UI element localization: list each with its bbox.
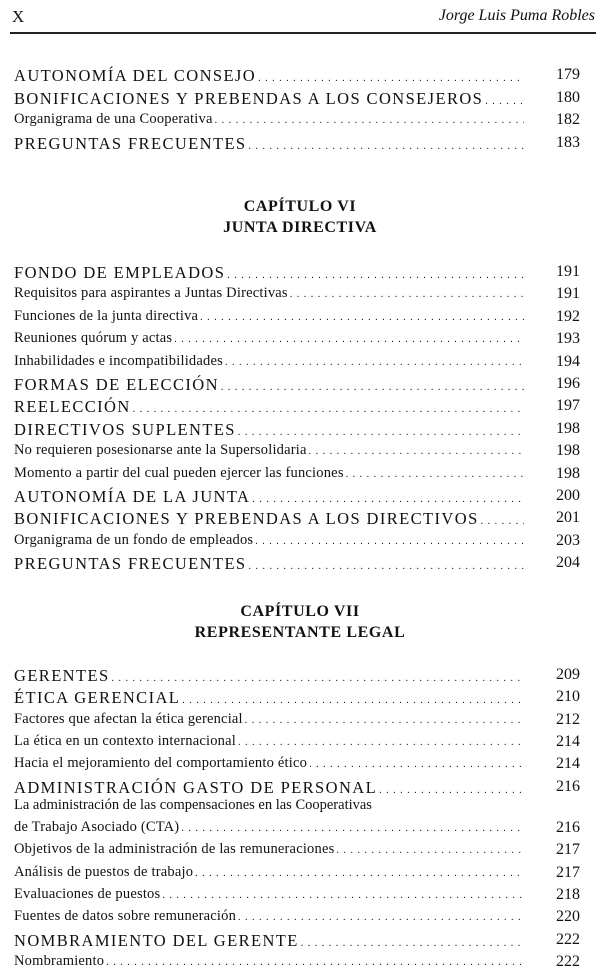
toc-entry-page-number: 196 [556,375,580,392]
toc-entry-title: REELECCIÓN [14,397,131,417]
toc-entry-title: Reuniones quórum y actas [14,330,173,347]
toc-entry[interactable] [14,711,580,731]
toc-entry-title: BONIFICACIONES Y PREBENDAS A LOS DIRECTIVOS [14,509,479,529]
toc-entry-page-number: 222 [556,952,580,970]
toc-entry-title: Evaluaciones de puestos [14,885,161,902]
toc-entry-title: de Trabajo Asociado (CTA) [14,819,180,835]
toc-entry-title: BONIFICACIONES Y PREBENDAS A LOS CONSEJEROS [14,88,484,108]
toc-entry-title: Organigrama de una Cooperativa [14,111,213,127]
toc-entry[interactable] [14,420,580,440]
dot-leader [174,334,524,345]
toc-entry-page-number: 217 [556,841,580,859]
toc-entry-title: PREGUNTAS FRECUENTES [14,133,247,153]
dot-leader [481,516,524,527]
toc-entry-title: No requieren posesionarse ante la Supersolidaria [14,442,307,459]
toc-entry-page-number: 222 [556,930,580,948]
dot-leader [249,561,525,572]
toc-entry-page-number: 198 [556,464,580,482]
dot-leader [290,289,524,300]
dot-leader [346,469,524,480]
dot-leader [133,404,524,415]
toc-entry[interactable] [14,353,580,373]
dot-leader [485,96,524,107]
toc-entry-page-number: 209 [556,666,580,683]
toc-entry[interactable] [14,375,580,395]
running-head-author: Jorge Luis Puma Robles [438,7,595,24]
chapter-label: CAPÍTULO VII [240,603,360,620]
toc-entry-page-number: 218 [556,885,580,903]
toc-entry-title: Momento a partir del cual pueden ejercer las funciones [14,464,344,481]
toc-entry[interactable] [14,134,580,154]
toc-entry-page-number: 191 [556,285,580,303]
toc-entry-page-number: 203 [556,531,580,549]
toc-entry-page-number: 183 [556,133,580,151]
toc-entry-wrapped-line: La administración de las compensaciones en las Cooperativas [14,797,372,813]
toc-entry[interactable] [14,66,580,86]
dot-leader [238,427,524,438]
toc-entry-title: PREGUNTAS FRECUENTES [14,554,247,574]
toc-entry[interactable] [14,688,580,708]
toc-entry[interactable] [14,111,580,131]
toc-entry-page-number: 210 [556,688,580,706]
toc-entry[interactable] [14,755,580,775]
dot-leader [195,868,524,879]
toc-entry-title: AUTONOMÍA DEL CONSEJO [14,66,257,85]
toc-entry-page-number: 216 [556,777,580,795]
toc-entry-page-number: 192 [556,307,580,325]
dot-leader [379,785,524,796]
toc-entry[interactable] [14,841,580,861]
toc-entry[interactable] [14,666,580,686]
dot-leader [221,382,524,393]
toc-entry[interactable] [14,953,580,973]
toc-entry-page-number: 220 [556,908,580,926]
page-header [0,0,600,32]
chapter-title: JUNTA DIRECTIVA [223,219,377,236]
toc-entry-page-number: 193 [556,330,580,348]
toc-entry[interactable] [14,465,580,485]
toc-entry-page-number: 204 [556,554,580,572]
toc-entry-page-number: 198 [556,419,580,437]
toc-entry[interactable] [14,733,580,753]
toc-entry[interactable] [14,819,580,839]
toc-entry-title: Funciones de la junta directiva [14,307,199,324]
header-rule [10,32,596,34]
toc-entry-title: AUTONOMÍA DE LA JUNTA [14,487,251,506]
toc-entry-page-number: 214 [556,732,580,750]
toc-entry[interactable] [14,532,580,552]
chapter-title: REPRESENTANTE LEGAL [194,624,406,641]
toc-entry-title: Análisis de puestos de trabajo [14,863,194,880]
toc-entry-page-number: 194 [556,352,580,370]
toc-entry[interactable] [14,89,580,109]
toc-entry-title: GERENTES [14,666,110,685]
toc-entry-title: Nombramiento [14,952,105,969]
toc-entry-title: NOMBRAMIENTO DEL GERENTE [14,930,299,950]
dot-leader [245,715,524,726]
dot-leader [255,536,524,547]
toc-entry-title: Organigrama de un fondo de empleados [14,531,254,548]
toc-entry-title: FONDO DE EMPLEADOS [14,263,226,282]
dot-leader [112,673,524,684]
toc-entry[interactable] [14,442,580,462]
dot-leader [252,494,524,505]
toc-entry-page-number: 182 [556,111,580,128]
toc-entry[interactable] [14,908,580,928]
chapter-label: CAPÍTULO VI [243,198,357,215]
toc-entry-page-number: 217 [556,863,580,881]
toc-entry-title: Fuentes de datos sobre remuneración [14,908,237,925]
toc-entry-page-number: 200 [556,487,580,504]
toc-entry[interactable] [14,554,580,574]
toc-entry[interactable] [14,509,580,529]
toc-entry-title: La ética en un contexto internacional [14,732,236,749]
dot-leader [227,270,524,281]
dot-leader [336,845,524,856]
toc-entry[interactable] [14,285,580,305]
toc-entry[interactable] [14,886,580,906]
dot-leader [249,141,525,152]
dot-leader [309,759,524,770]
toc-entry[interactable] [14,397,580,417]
dot-leader [181,823,524,834]
dot-leader [238,912,524,923]
toc-entry-page-number: 198 [556,442,580,460]
toc-entry[interactable] [14,864,580,884]
dot-leader [200,312,524,323]
toc-entry-page-number: 212 [556,710,580,728]
dot-leader [182,695,524,706]
toc-entry-title: Objetivos de la administración de las remuneraciones [14,841,335,858]
dot-leader [162,890,524,901]
toc-entry-page-number: 191 [556,263,580,280]
toc-entry-title: Requisitos para aspirantes a Juntas Directivas [14,285,288,302]
dot-leader [258,73,524,84]
toc-entry-page-number: 179 [556,66,580,83]
toc-entry-page-number: 201 [556,509,580,527]
dot-leader [225,357,524,368]
toc-entry[interactable] [14,778,580,798]
toc-entry-title: ADMINISTRACIÓN GASTO DE PERSONAL [14,777,378,797]
toc-entry[interactable] [14,308,580,328]
toc-entry[interactable] [14,931,580,951]
toc-entry-title: Factores que afectan la ética gerencial [14,710,243,727]
dot-leader [301,938,524,949]
toc-entry-page-number: 214 [556,755,580,773]
toc-entry-title: Hacia el mejoramiento del comportamiento ético [14,755,308,772]
toc-entry-title: ÉTICA GERENCIAL [14,688,181,708]
page-number: X [12,7,25,26]
toc-entry-page-number: 216 [556,819,580,836]
dot-leader [309,446,524,457]
dot-leader [215,115,524,126]
toc-entry-page-number: 197 [556,397,580,415]
toc-entry-title: FORMAS DE ELECCIÓN [14,375,219,394]
toc-entry[interactable] [14,263,580,283]
toc-entry-page-number: 180 [556,88,580,106]
dot-leader [106,957,524,968]
toc-entry-title: Inhabilidades e incompatibilidades [14,352,223,369]
toc-entry-title: DIRECTIVOS SUPLENTES [14,419,236,439]
dot-leader [238,737,524,748]
toc-entry[interactable] [14,330,580,350]
toc-entry[interactable] [14,487,580,507]
